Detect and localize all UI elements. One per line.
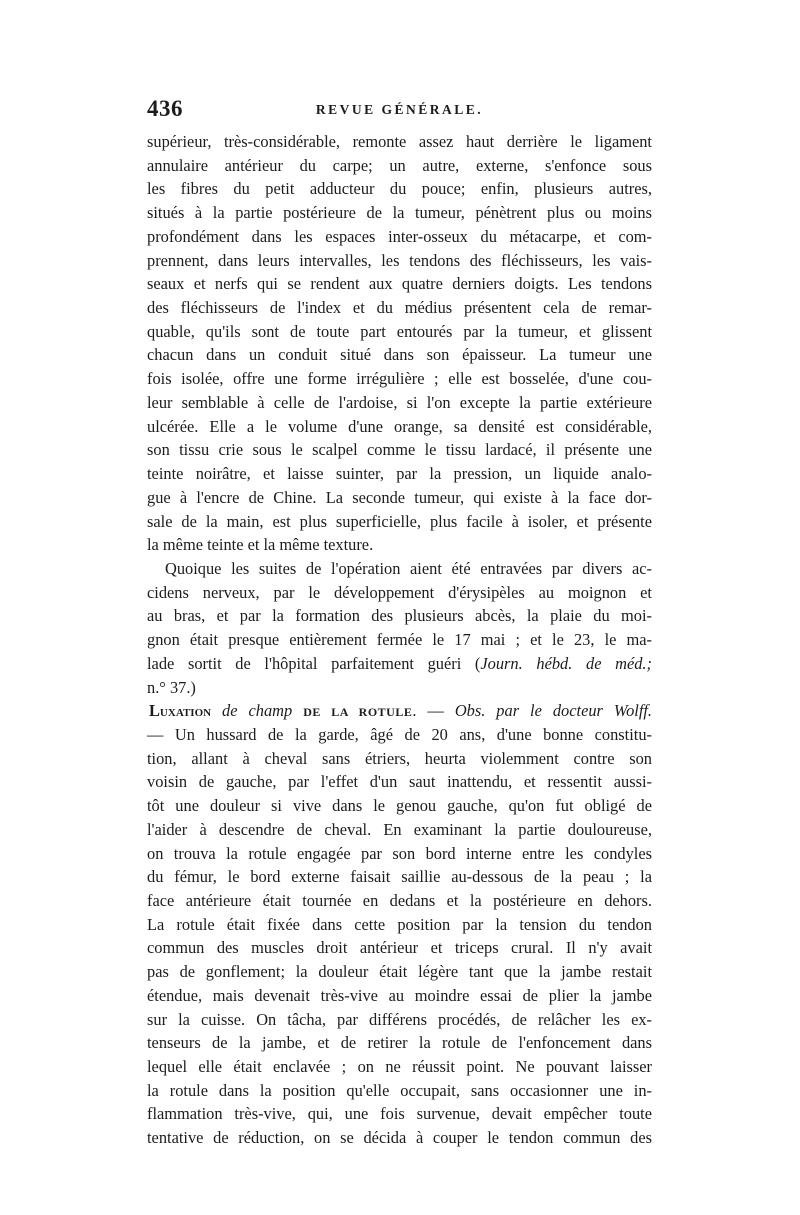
text-line: tôt une douleur si vive dans le genou gauche, qu'on fut obligé de [147,796,652,816]
text-line: les fibres du petit adducteur du pouce; enfin, plusieurs autres, [147,179,652,199]
text-line: tentative de réduction, on se décida à couper le tendon commun des [147,1128,652,1148]
text-line: fois isolée, offre une forme irrégulière ; elle est bosselée, d'une cou- [147,369,652,389]
text-line: étendue, mais devenait très-vive au moindre essai de plier la jambe [147,985,652,1005]
text-line: voisin de gauche, par l'effet d'un saut inattendu, et ressentit aussi- [147,772,652,792]
heading-de-champ: de champ [211,701,304,721]
text-run: lade sortit de l'hôpital parfaitement guéri ( [147,653,481,673]
text-line: teinte noirâtre, et laisse suinter, par la pression, un liquide analo- [147,464,652,484]
text-line: lequel elle était enclavée ; on ne réussit point. Ne pouvant laisser [147,1057,652,1077]
text-line: seaux et nerfs qui se rendent aux quatre derniers doigts. Les tendons [147,274,652,294]
text-line: n.° 37.) [147,677,196,697]
text-line [147,652,652,676]
running-head: REVUE GÉNÉRALE. [315,102,484,117]
text-line: son tissu crie sous le scalpel comme le tissu lardacé, il présente une [147,440,652,460]
heading-observer: Obs. par le docteur Wolff. [454,701,653,721]
text-line: cidens nerveux, par le développement d'érysipèles au moignon et [147,582,652,602]
text-line: la rotule dans la position qu'elle occupait, sans occasionner une in- [147,1080,652,1100]
text-line: pas de gonflement; la douleur était légère tant que la jambe restait [147,962,652,982]
text-line: sur la cuisse. On tâcha, par différens procédés, de relâcher les ex- [147,1009,652,1029]
text-body [147,130,652,1150]
text-line: gue à l'encre de Chine. La seconde tumeur, qui existe à la face dor- [147,487,652,507]
text-line: commun des muscles droit antérieur et triceps crural. Il n'y avait [147,938,652,958]
text-line: l'aider à descendre de cheval. En examinant la partie douloureuse, [147,819,652,839]
text-line: tion, allant à cheval sans étriers, heurta violemment contre son [147,748,652,768]
heading-rotule: DE LA ROTULE [303,705,413,720]
text-line: gnon était presque entièrement fermée le 17 mai ; et le 23, le ma- [147,630,652,650]
text-line: prennent, dans leurs intervalles, les tendons des fléchisseurs, les vais- [147,250,652,270]
text-line: quable, qu'ils sont de toute part entourés par la tumeur, et glissent [147,321,652,341]
text-line: supérieur, très-considérable, remonte assez haut derrière le ligament [147,132,652,151]
text-line: tenseurs de la jambe, et de retirer la rotule de l'enfoncement dans [147,1033,652,1053]
page-header [147,96,652,126]
text-line: annulaire antérieur du carpe; un autre, externe, s'enfonce sous [147,155,652,175]
text-line: ulcérée. Elle a le volume d'une orange, sa densité est considérable, [147,416,652,436]
text-line: Quoique les suites de l'opération aient été entravées par divers ac- [165,558,652,578]
page-number: 436 [147,96,183,121]
text-line: face antérieure était tournée en dedans et la postérieure en dehors. [147,891,652,910]
text-line: leur semblable à celle de l'ardoise, si l'on excepte la partie extérieure [147,392,652,412]
heading-luxation: Luxation [149,701,212,721]
heading-dash: . — [412,701,455,721]
text-line: sale de la main, est plus superficielle, plus facile à isoler, et présente [147,511,652,531]
text-line: au bras, et par la formation des plusieurs abcès, la plaie du moi- [147,606,652,626]
text-line: on trouva la rotule engagée par son bord interne entre les condyles [147,843,652,863]
text-line: La rotule était fixée dans cette position par la tension du tendon [147,914,652,934]
section-heading [147,699,652,723]
text-line: des fléchisseurs de l'index et du médius présentent cela de remar- [147,298,652,318]
text-line: la même teinte et la même texture. [147,535,374,555]
text-line: flammation très-vive, qui, une fois survenue, devait empêcher toute [147,1104,652,1124]
journal-citation: Journ. hébd. de méd.; [480,653,652,673]
text-line: chacun dans un conduit situé dans son épaisseur. La tumeur une [147,345,652,365]
text-line: profondément dans les espaces inter-osseux du métacarpe, et com- [147,226,652,246]
text-line: situés à la partie postérieure de la tumeur, pénètrent plus ou moins [147,203,652,223]
text-line: du fémur, le bord externe faisait saillie au-dessous de la peau ; la [147,867,652,887]
text-line: — Un hussard de la garde, âgé de 20 ans, d'une bonne constitu- [147,724,652,744]
